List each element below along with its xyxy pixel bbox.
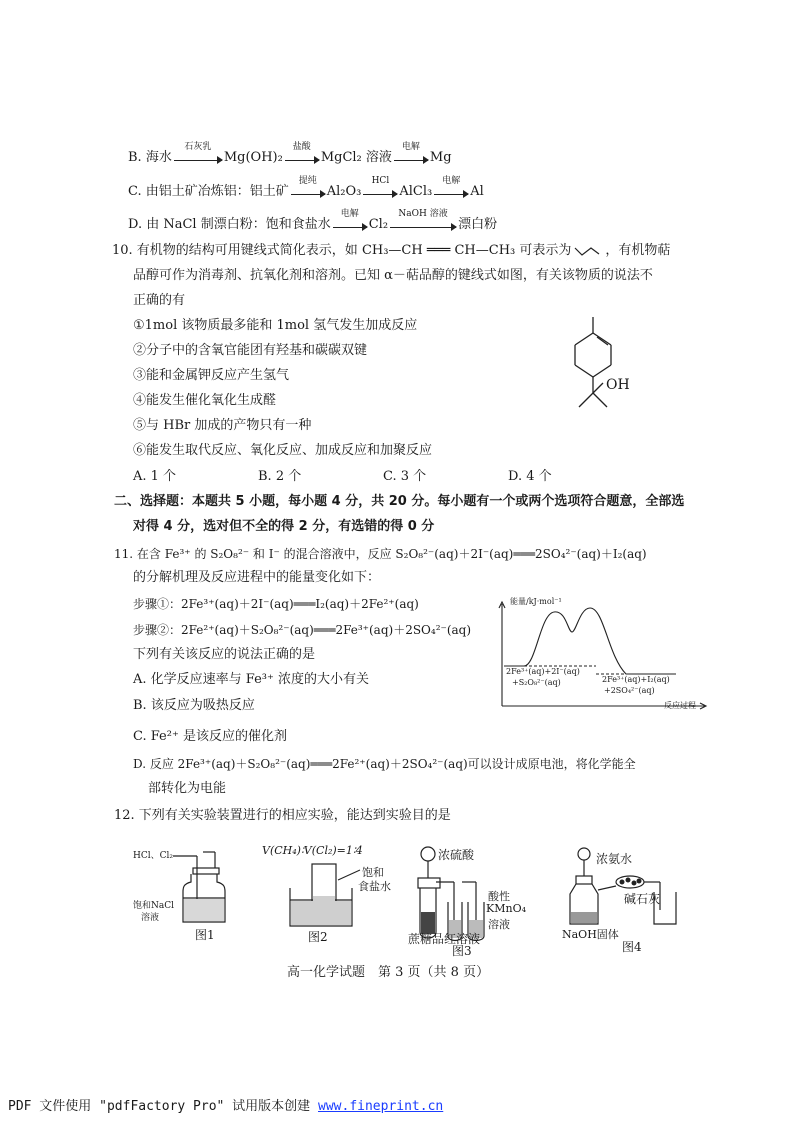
q11-option-c: C. Fe²⁺ 是该反应的催化剂 — [133, 729, 287, 744]
q9-d-prefix: D. 由 NaCl 制漂白粉：饱和食盐水 — [128, 217, 331, 232]
fig4-solid-label: NaOH固体 — [562, 928, 619, 941]
reactants-label-1: 2Fe³⁺(aq)+2I⁻(aq) — [506, 667, 580, 676]
q11-question: 下列有关该反应的说法正确的是 — [133, 647, 316, 662]
butene-skeletal-icon — [573, 245, 603, 257]
fig4-lime-label: 碱石灰 — [624, 892, 661, 906]
reaction-progress-label: 反应过程 — [664, 701, 696, 710]
q10-statement-6: ⑥能发生取代反应、氧化反应、加成反应和加聚反应 — [133, 443, 433, 458]
q11-option-d-line1: D. 反应 2Fe³⁺(aq)＋S₂O₈²⁻(aq)═══2Fe²⁺(aq)＋2SO₄²⁻(aq)可以设计成原电池，将化学能全 — [133, 757, 636, 771]
pdf-notice-link[interactable]: www.fineprint.cn — [318, 1099, 444, 1114]
q9-c-mid2: AlCl₃ — [399, 184, 433, 199]
fig2-ratio-label: V(CH₄)∶V(Cl₂)=1∶4 — [262, 844, 363, 857]
fig3-caption: 图3 — [452, 944, 472, 958]
q10-statement-3: ③能和金属钾反应产生氢气 — [133, 368, 290, 383]
reaction-arrow — [390, 209, 456, 233]
reaction-arrow — [174, 142, 222, 166]
q9-d-mid1: Cl₂ — [368, 217, 389, 232]
page-number-footer: 高一化学试题 第 3 页（共 8 页） — [287, 965, 490, 980]
figure-3-apparatus — [406, 842, 536, 958]
q10-line1-text: 10. 有机物的结构可用键线式简化表示，如 CH₃—CH ═══ CH—CH₃ 可表示为 — [112, 243, 572, 258]
arrow-label: 电解 — [340, 209, 359, 219]
arrow-label: NaOH 溶液 — [398, 209, 448, 219]
fig4-top-label: 浓氨水 — [596, 852, 633, 866]
q10-statement-5: ⑤与 HBr 加成的产物只有一种 — [133, 418, 312, 433]
q10-option-b: B. 2 个 — [258, 469, 302, 484]
q9-option-c — [128, 176, 484, 200]
q11-option-d-line2: 部转化为电能 — [148, 781, 227, 796]
reaction-arrow — [333, 209, 367, 233]
pdf-notice — [8, 1095, 443, 1114]
q10-stem-line2: 品醇可作为消毒剂、抗氧化剂和溶剂。已知 α－萜品醇的键线式如图，有关该物质的说法不 — [133, 268, 653, 283]
arrow-label: HCl — [371, 176, 390, 186]
fig2-liquid-label-2: 食盐水 — [358, 880, 391, 893]
products-label-2: +2SO₄²⁻(aq) — [604, 686, 655, 695]
figure-4-apparatus — [560, 842, 690, 952]
q9-option-d — [128, 209, 498, 233]
products-label-1: 2Fe³⁺(aq)+I₂(aq) — [602, 675, 670, 684]
arrow-label: 电解 — [401, 142, 420, 152]
terpineol-structure-diagram — [545, 315, 655, 415]
fig1-liquid-label-1: 饱和NaCl — [133, 901, 175, 911]
section2-instruction-line1: 二、选择题：本题共 5 小题，每小题 4 分，共 20 分。每小题有一个或两个选项符合题意，全部选 — [114, 494, 685, 509]
q10-stem-line1 — [112, 243, 670, 259]
energy-axis-label: 能量/kJ·mol⁻¹ — [510, 597, 562, 606]
q11-step1: 步骤①：2Fe³⁺(aq)＋2I⁻(aq)═══I₂(aq)＋2Fe²⁺(aq) — [133, 597, 419, 611]
arrow-label: 盐酸 — [292, 142, 311, 152]
q11-option-a: A. 化学反应速率与 Fe³⁺ 浓度的大小有关 — [133, 672, 369, 687]
fig1-caption: 图1 — [195, 928, 215, 942]
q11-stem-line2: 的分解机理及反应进程中的能量变化如下： — [133, 570, 381, 585]
q9-b-mid1: Mg(OH)₂ — [223, 150, 283, 165]
energy-profile-plot — [496, 594, 708, 712]
reaction-arrow — [434, 176, 468, 200]
fig3-reagent-label-2: KMnO₄ — [486, 902, 526, 915]
reaction-arrow — [285, 142, 319, 166]
reaction-arrow — [363, 176, 397, 200]
fig3-reagent-label-3: 溶液 — [488, 918, 510, 931]
q11-stem-line1: 11. 在含 Fe³⁺ 的 S₂O₈²⁻ 和 I⁻ 的混合溶液中，反应 S₂O₈²⁻(aq)＋2I⁻(aq)═══2SO₄²⁻(aq)＋I₂(aq) — [114, 547, 647, 561]
q11-option-b: B. 该反应为吸热反应 — [133, 698, 255, 713]
arrow-label: 提纯 — [298, 176, 317, 186]
figure-1-apparatus — [133, 848, 243, 946]
q10-line1-tail: ，有机物萜 — [605, 243, 671, 258]
q9-b-prefix: B. 海水 — [128, 150, 172, 165]
q9-option-b — [128, 142, 452, 166]
figure-2-apparatus — [260, 840, 410, 946]
q9-c-prefix: C. 由铝土矿冶炼铝：铝土矿 — [128, 184, 289, 199]
pdf-notice-text: PDF 文件使用 "pdfFactory Pro" 试用版本创建 — [8, 1099, 319, 1114]
arrow-label: 电解 — [442, 176, 461, 186]
fig4-caption: 图4 — [622, 940, 642, 954]
q10-option-a: A. 1 个 — [133, 469, 177, 484]
fig1-liquid-label-2: 溶液 — [141, 913, 160, 923]
fig2-liquid-label-1: 饱和 — [362, 866, 384, 879]
fig1-gas-label: HCl、Cl₂ — [133, 851, 173, 861]
fig3-bottom-label: 蔗糖品红溶液 — [408, 932, 481, 946]
q9-d-end: 漂白粉 — [458, 217, 498, 232]
fig2-caption: 图2 — [308, 930, 328, 944]
q10-statement-4: ④能发生催化氧化生成醛 — [133, 393, 277, 408]
q9-b-mid2: MgCl₂ 溶液 — [320, 150, 392, 165]
reaction-arrow — [394, 142, 428, 166]
figure-1-drawing — [133, 848, 243, 946]
q10-statement-1: ①1mol 该物质最多能和 1mol 氢气发生加成反应 — [133, 318, 418, 333]
q11-step2: 步骤②：2Fe²⁺(aq)＋S₂O₈²⁻(aq)═══2Fe³⁺(aq)＋2SO₄²⁻(aq) — [133, 623, 472, 637]
q10-statement-2: ②分子中的含氧官能团有羟基和碳碳双键 — [133, 343, 368, 358]
q9-b-end: Mg — [429, 150, 452, 165]
arrow-label: 石灰乳 — [184, 142, 212, 152]
q9-c-mid1: Al₂O₃ — [326, 184, 362, 199]
fig3-acid-label: 浓硫酸 — [438, 848, 475, 862]
q10-option-d: D. 4 个 — [508, 469, 552, 484]
q10-stem-line3: 正确的有 — [133, 293, 186, 308]
reactants-label-2: +S₂O₈²⁻(aq) — [512, 678, 561, 687]
q9-c-end: Al — [470, 184, 484, 199]
q12-stem: 12. 下列有关实验装置进行的相应实验，能达到实验目的是 — [114, 808, 451, 823]
fig3-reagent-label-1: 酸性 — [488, 890, 510, 903]
oh-group-label: OH — [606, 377, 630, 393]
section2-instruction-line2: 对得 4 分，选对但不全的得 2 分，有选错的得 0 分 — [133, 519, 435, 534]
reaction-arrow — [291, 176, 325, 200]
q10-option-c: C. 3 个 — [383, 469, 427, 484]
energy-profile-diagram — [496, 594, 708, 712]
